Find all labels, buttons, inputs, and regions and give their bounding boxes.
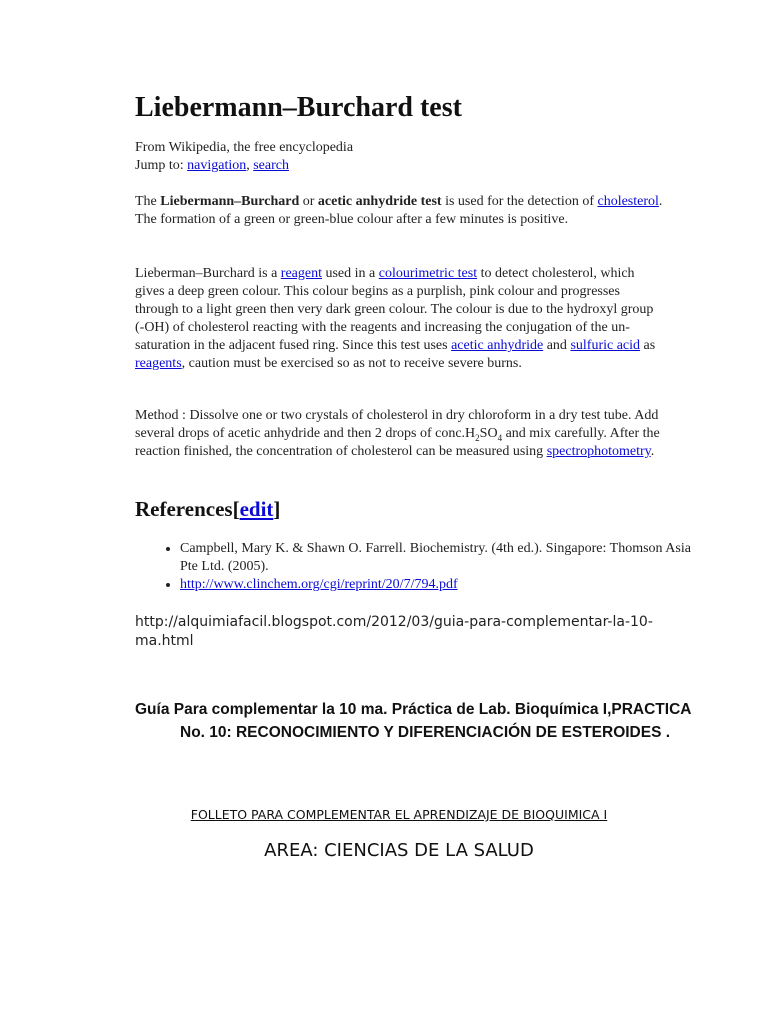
references-heading-text: References	[135, 497, 233, 521]
cholesterol-link[interactable]: cholesterol	[597, 194, 659, 209]
references-heading	[135, 497, 280, 522]
text-run: . The formation of a green or green-blue colour after a few minutes is positive.	[135, 194, 663, 227]
text-run: used in a	[321, 266, 379, 281]
edit-link[interactable]: edit	[239, 497, 274, 521]
bold-term-acetic-anhydride-test: acetic anhydride test	[317, 194, 442, 209]
text-run: to detect cholesterol, which gives a deep green colour. This colour begins as a purplish, pink colour and progresses through to a light green then very dark green colour. The colour is due to the hydroxyl group (-OH) of cholesterol reacting with the reagents and increasing the conjugation of the un-saturation in the adjacent fused ring. Since this test uses	[135, 266, 654, 353]
jump-separator: ,	[246, 158, 254, 173]
text-run: Method : Dissolve one or two crystals of cholesterol in dry chloroform in a dry test tube. Add several drops of acetic anhydride and then 2 drops of conc.H	[135, 408, 659, 441]
reagent-link[interactable]: reagent	[280, 266, 322, 281]
reference-item-clinchem	[180, 576, 700, 594]
jump-to-line	[135, 157, 289, 175]
bracket-open: [	[232, 497, 240, 521]
navigation-link[interactable]: navigation	[187, 158, 247, 173]
text-run: The	[135, 194, 161, 209]
bold-term-liebermann-burchard: Liebermann–Burchard	[160, 194, 300, 209]
guia-heading: Guía Para complementar la 10 ma. Práctica de Lab. Bioquímica I,PRACTICA No. 10: RECONOCIMIENTO Y DIFERENCIACIÓN DE ESTEROIDES .	[135, 701, 691, 741]
page-title: Liebermann–Burchard test	[135, 92, 462, 123]
intro-paragraph	[135, 193, 665, 229]
clinchem-pdf-link[interactable]: http://www.clinchem.org/cgi/reprint/20/7/794.pdf	[180, 577, 458, 592]
text-run: or	[299, 194, 318, 209]
references-list	[135, 540, 700, 594]
spectrophotometry-link[interactable]: spectrophotometry	[546, 444, 651, 459]
text-run: , caution must be exercised so as not to receive severe burns.	[181, 356, 522, 371]
bracket-close: ]	[273, 497, 281, 521]
jump-to-label: Jump to:	[135, 158, 188, 173]
text-run: .	[650, 444, 655, 459]
text-run: and mix carefully. After the reaction finished, the concentration of cholesterol can be measured using	[135, 426, 660, 459]
text-run: and	[543, 338, 571, 353]
sulfuric-acid-link[interactable]: sulfuric acid	[570, 338, 641, 353]
text-run: is used for the detection of	[441, 194, 598, 209]
from-wikipedia-line: From Wikipedia, the free encyclopedia	[135, 140, 354, 155]
reagents-link[interactable]: reagents	[135, 356, 182, 371]
colourimetric-test-link[interactable]: colourimetric test	[378, 266, 478, 281]
description-paragraph	[135, 265, 665, 373]
folleto-heading: FOLLETO PARA COMPLEMENTAR EL APRENDIZAJE DE BIOQUIMICA I	[190, 807, 608, 822]
text-run: SO	[479, 426, 498, 441]
search-link[interactable]: search	[253, 158, 289, 173]
subscript-2: 2	[475, 432, 480, 443]
subscript-4: 4	[497, 432, 503, 443]
reference-item-campbell: • Campbell, Mary K. & Shawn O. Farrell. Biochemistry. (4th ed.). Singapore: Thomson Asia Pte Ltd. (2005).	[180, 540, 700, 576]
area-heading: AREA: CIENCIAS DE LA SALUD	[264, 840, 534, 861]
acetic-anhydride-link[interactable]: acetic anhydride	[451, 338, 544, 353]
text-run: as	[640, 338, 656, 353]
text-run: Lieberman–Burchard is a	[135, 266, 281, 281]
blog-url-text: http://alquimiafacil.blogspot.com/2012/03/guia-para-complementar-la-10-ma.html	[135, 614, 653, 649]
method-paragraph	[135, 407, 665, 461]
